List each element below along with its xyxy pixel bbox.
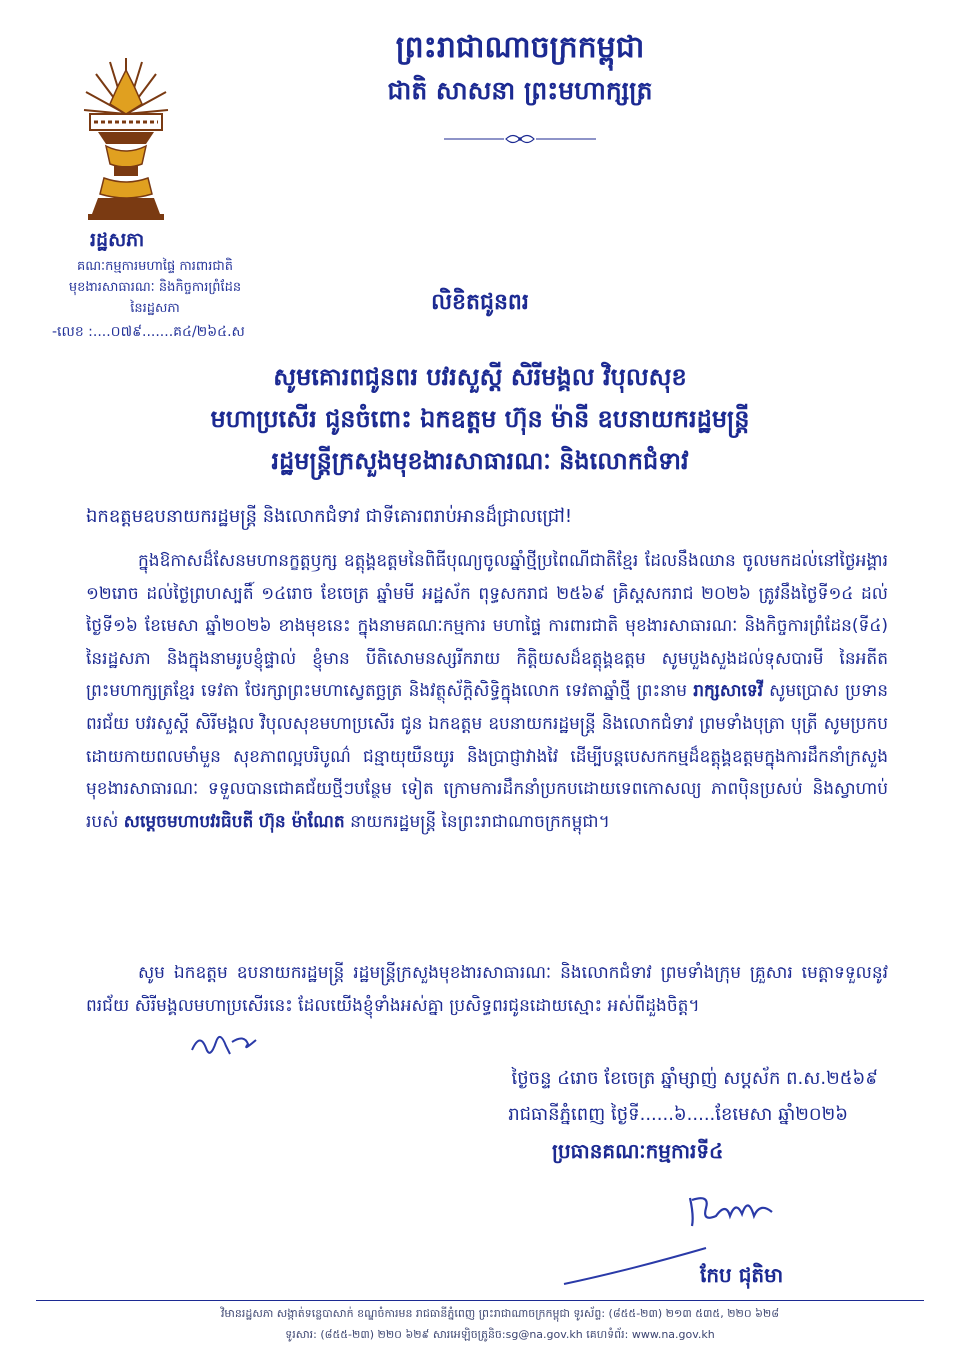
footer-contact: ទូរសារ: (៨៥៥-២៣) ២២០ ៦២៩ សារអេឡិចត្រូនិច:sg@na.gov.kh គេហទំព័រ: www.na.gov.kh xyxy=(285,1328,715,1341)
gregorian-date: រាជធានីភ្នំពេញ ថ្ងៃទី......៦.....ខែមេសា ឆ្នាំ២០២៦ xyxy=(508,1104,848,1125)
subject-line: សូមគោរពជូនពរ បវរសួស្តី សិរីមង្គល វិបុលសុខ xyxy=(273,363,687,391)
signature-underline-stroke xyxy=(560,1240,710,1290)
committee-line: នៃរដ្ឋសភា xyxy=(130,301,180,316)
institution-name: រដ្ឋសភា xyxy=(90,229,145,251)
pm-name: ហ៊ុន ម៉ាណែត xyxy=(258,811,345,832)
committee-line: មុខងារសាធារណៈ និងកិច្ចការព្រំដែន xyxy=(68,280,242,295)
pm-title: សម្តេចមហាបវរធិបតី xyxy=(123,811,254,832)
national-motto: ជាតិ សាសនា ព្រះមហាក្សត្រ xyxy=(387,76,653,105)
document-title: លិខិតជូនពរ xyxy=(431,290,529,315)
committee-line: គណៈកម្មការមហាផ្ទៃ ការពារជាតិ xyxy=(77,259,233,274)
subject-line: រដ្ឋមន្ត្រីក្រសួងមុខងារសាធារណៈ និងលោកជំទាវ xyxy=(271,447,689,475)
parliament-emblem-logo xyxy=(80,52,172,222)
footer-address: វិមានរដ្ឋសភា សង្កាត់ទន្លេបាសាក់ ខណ្ឌចំការមន រាជធានីភ្នំពេញ ព្រះរាជាណាចក្រកម្ពុជា ទូរស័ព្ទ: (៨៥៥-២៣) ២១៣ ៥៣៥, ២២០ ៦២៨ xyxy=(220,1307,780,1320)
footer-divider xyxy=(36,1300,924,1301)
signature xyxy=(680,1186,790,1236)
body-text: សូមប្រោស ប្រទានពរជ័យ បវរសួស្តី សិរីមង្គល វិបុលសុខមហាប្រសើរ ជូន ឯកឧត្តម ឧបនាយករដ្ឋមន្ត្រី និងលោកជំទាវ ព្រមទាំងបុត្រា បុត្រី សូមប្រកបដោយកាយពលមាំមួន សុខភាពល្អបរិបូណ៌ ជន្មាយុយឺនយូរ និងប្រាជ្ញាវាងវៃ ដើម្បីបន្តបេសកកម្មដ៏ឧត្តុង្គឧត្តមក្នុងការដឹកនាំក្រសួងមុខងារសាធារណៈ ទទួលបានជោគជ័យថ្មីៗបន្ថែម ទៀត ក្រោមការដឹកនាំប្រកបដោយទេពកោសល្យ ភាពប៉ិនប្រសប់ និងស្វាហាប់ របស់ xyxy=(86,681,888,832)
handwritten-initial-mark xyxy=(186,1024,266,1064)
subject-line: មហាប្រសើរ ជូនចំពោះ ឯកឧត្តម ហ៊ុន ម៉ានី ឧបនាយករដ្ឋមន្ត្រី xyxy=(210,405,750,433)
subject-block xyxy=(100,356,860,482)
body-paragraph-2: សូម ឯកឧត្តម ឧបនាយករដ្ឋមន្ត្រី រដ្ឋមន្ត្រីក្រសួងមុខងារសាធារណៈ និងលោកជំទាវ ព្រមទាំងក្រុម គ្រួសារ មេត្តាទទួលនូវពរជ័យ សិរីមង្គលមហាប្រសើរនេះ ដែលយើងខ្ញុំទាំងអស់គ្នា ប្រសិទ្ធពរជូនដោយស្មោះ អស់ពីដួងចិត្ត។ xyxy=(86,963,888,1016)
body-text: ក្នុងឱកាសដ៏សែនមហានក្ខត្តឫក្ស ឧត្តុង្គឧត្តមនៃពិធីបុណ្យចូលឆ្នាំថ្មីប្រពៃណីជាតិខ្មែរ ដែលនឹងឈាន ចូលមកដល់នៅថ្ងៃអង្គារ ១២រោច ដល់ថ្ងៃព្រហស្បតិ៍ ១៤រោច ខែចេត្រ ឆ្នាំមមី អដ្ឋស័ក ពុទ្ធសករាជ ២៥៦៩ គ្រិស្តសករាជ ២០២៦ ត្រូវនឹងថ្ងៃទី១៤ ដល់ថ្ងៃទី១៦ ខែមេសា ឆ្នាំ២០២៦ ខាងមុខនេះ ក្នុងនាមគណៈកម្មការ មហាផ្ទៃ ការពារជាតិ មុខងារសាធារណៈ និងកិច្ចការព្រំដែន(ទី៤) នៃរដ្ឋសភា និងក្នុងនាមរូបខ្ញុំផ្ទាល់ ខ្ញុំមាន បីតិសោមនស្សរីករាយ កិត្តិយសដ៏ឧត្តុង្គឧត្តម សូមបួងសួងដល់ទុសបារមី នៃអតីតព្រះមហាក្សត្រខ្មែរ ទេវតា ថែរក្សាព្រះមហាស្វេតច្ឆត្រ និងវត្ថុស័ក្តិសិទ្ធិក្នុងលោក ទេវតាឆ្នាំថ្មី ព្រះនាម xyxy=(86,551,888,702)
lunar-date: ថ្ងៃចន្ទ ៤រោច ខែចេត្រ ឆ្នាំម្សាញ់ សប្តស័ក ព.ស.២៥៦៩ xyxy=(511,1068,878,1089)
salutation: ឯកឧត្តមឧបនាយករដ្ឋមន្ត្រី និងលោកជំទាវ ជាទីគោរពរាប់អានដ៏ជ្រាលជ្រៅ! xyxy=(86,506,573,527)
committee-name xyxy=(30,256,280,319)
body-paragraph-1 xyxy=(86,545,888,950)
signer-name: កែប ជុតិមា xyxy=(700,1263,784,1287)
deity-name: រាក្សសាទេវី xyxy=(693,681,764,702)
kingdom-heading: ព្រះរាជាណាចក្រកម្ពុជា xyxy=(395,30,645,65)
reference-number: -លេខ :....០៧៩.......គ៤/២៦៤.ស xyxy=(52,324,245,340)
body-text: នាយករដ្ឋមន្ត្រី នៃព្រះរាជាណាចក្រកម្ពុជា។ xyxy=(344,811,610,832)
divider-ornament xyxy=(440,132,600,146)
signer-title: ប្រធានគណៈកម្មការទី៤ xyxy=(552,1139,724,1163)
